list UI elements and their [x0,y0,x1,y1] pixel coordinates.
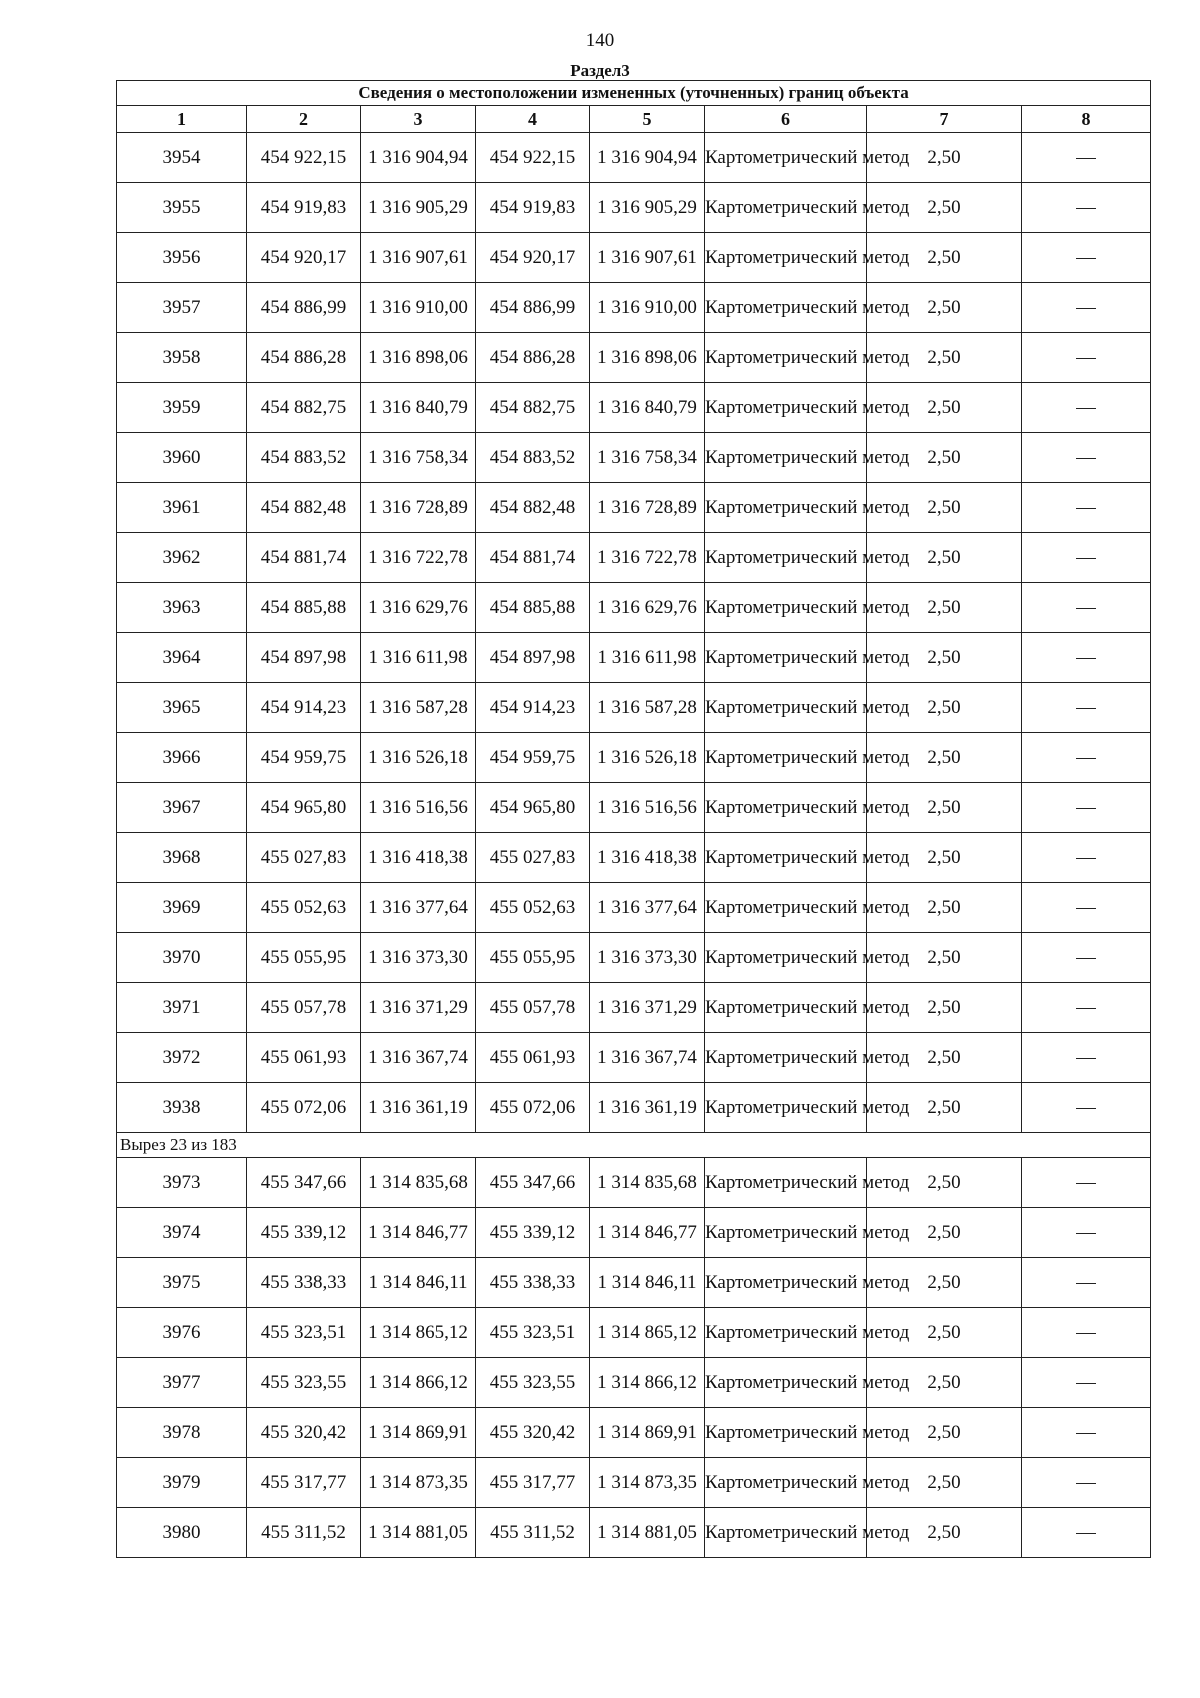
x-coordinate-updated: 454 885,88 [476,583,590,633]
accuracy-value: 2,50 [867,183,1022,233]
y-coordinate-existing: 1 316 728,89 [361,483,476,533]
determination-method: Картометрический метод [705,533,867,583]
point-number: 3978 [117,1408,247,1458]
determination-method: Картометрический метод [705,733,867,783]
y-coordinate-existing: 1 316 758,34 [361,433,476,483]
determination-method: Картометрический метод [705,983,867,1033]
y-coordinate-updated: 1 314 846,77 [590,1208,705,1258]
point-number: 3979 [117,1458,247,1508]
empty-dash-mark [1076,458,1096,459]
y-coordinate-existing: 1 316 516,56 [361,783,476,833]
column-header: 2 [247,106,361,133]
x-coordinate-updated: 454 886,28 [476,333,590,383]
y-coordinate-existing: 1 314 866,12 [361,1358,476,1408]
empty-dash-mark [1076,1433,1096,1434]
determination-method: Картометрический метод [705,233,867,283]
accuracy-value: 2,50 [867,883,1022,933]
accuracy-value: 2,50 [867,783,1022,833]
table-row [117,1258,1151,1308]
table-row [117,583,1151,633]
accuracy-value: 2,50 [867,633,1022,683]
determination-method: Картометрический метод [705,483,867,533]
accuracy-value: 2,50 [867,133,1022,183]
note-cell [1022,1083,1151,1133]
empty-dash-mark [1076,1283,1096,1284]
note-cell [1022,433,1151,483]
accuracy-value: 2,50 [867,1408,1022,1458]
point-number: 3971 [117,983,247,1033]
y-coordinate-updated: 1 316 905,29 [590,183,705,233]
y-coordinate-existing: 1 316 367,74 [361,1033,476,1083]
point-number: 3968 [117,833,247,883]
y-coordinate-updated: 1 316 907,61 [590,233,705,283]
x-coordinate-existing: 455 052,63 [247,883,361,933]
x-coordinate-existing: 455 320,42 [247,1408,361,1458]
accuracy-value: 2,50 [867,233,1022,283]
x-coordinate-existing: 455 323,55 [247,1358,361,1408]
point-number: 3970 [117,933,247,983]
empty-dash-mark [1076,758,1096,759]
x-coordinate-existing: 454 897,98 [247,633,361,683]
accuracy-value: 2,50 [867,1208,1022,1258]
determination-method: Картометрический метод [705,1158,867,1208]
table-row [117,1208,1151,1258]
x-coordinate-existing: 455 061,93 [247,1033,361,1083]
accuracy-value: 2,50 [867,333,1022,383]
y-coordinate-existing: 1 314 881,05 [361,1508,476,1558]
accuracy-value: 2,50 [867,833,1022,883]
determination-method: Картометрический метод [705,633,867,683]
y-coordinate-updated: 1 316 904,94 [590,133,705,183]
table-row [117,1308,1151,1358]
y-coordinate-existing: 1 316 371,29 [361,983,476,1033]
column-header: 8 [1022,106,1151,133]
determination-method: Картометрический метод [705,433,867,483]
empty-dash-mark [1076,1108,1096,1109]
column-header: 4 [476,106,590,133]
x-coordinate-updated: 455 320,42 [476,1408,590,1458]
determination-method: Картометрический метод [705,1033,867,1083]
empty-dash-mark [1076,308,1096,309]
page-number: 140 [585,30,615,51]
determination-method: Картометрический метод [705,583,867,633]
x-coordinate-existing: 454 882,75 [247,383,361,433]
point-number: 3958 [117,333,247,383]
x-coordinate-existing: 454 886,28 [247,333,361,383]
empty-dash-mark [1076,1533,1096,1534]
x-coordinate-updated: 455 311,52 [476,1508,590,1558]
x-coordinate-updated: 454 882,48 [476,483,590,533]
note-cell [1022,983,1151,1033]
x-coordinate-existing: 454 881,74 [247,533,361,583]
point-number: 3959 [117,383,247,433]
x-coordinate-updated: 454 965,80 [476,783,590,833]
x-coordinate-existing: 455 311,52 [247,1508,361,1558]
y-coordinate-updated: 1 314 846,11 [590,1258,705,1308]
x-coordinate-updated: 454 883,52 [476,433,590,483]
section-title: Раздел3 [570,61,630,80]
empty-dash-mark [1076,508,1096,509]
y-coordinate-updated: 1 316 629,76 [590,583,705,633]
y-coordinate-updated: 1 314 869,91 [590,1408,705,1458]
note-cell [1022,1033,1151,1083]
note-cell [1022,1408,1151,1458]
accuracy-value: 2,50 [867,1158,1022,1208]
accuracy-value: 2,50 [867,433,1022,483]
y-coordinate-updated: 1 314 865,12 [590,1308,705,1358]
accuracy-value: 2,50 [867,1033,1022,1083]
x-coordinate-existing: 455 317,77 [247,1458,361,1508]
y-coordinate-updated: 1 316 526,18 [590,733,705,783]
x-coordinate-existing: 454 965,80 [247,783,361,833]
y-coordinate-existing: 1 314 869,91 [361,1408,476,1458]
y-coordinate-updated: 1 316 367,74 [590,1033,705,1083]
empty-dash-mark [1076,808,1096,809]
empty-dash-mark [1076,1183,1096,1184]
x-coordinate-existing: 454 883,52 [247,433,361,483]
empty-dash-mark [1076,208,1096,209]
empty-dash-mark [1076,358,1096,359]
point-number: 3962 [117,533,247,583]
y-coordinate-existing: 1 316 361,19 [361,1083,476,1133]
table-row [117,1458,1151,1508]
table-row [117,283,1151,333]
determination-method: Картометрический метод [705,1208,867,1258]
empty-dash-mark [1076,1008,1096,1009]
y-coordinate-updated: 1 316 728,89 [590,483,705,533]
y-coordinate-updated: 1 316 840,79 [590,383,705,433]
note-cell [1022,233,1151,283]
x-coordinate-existing: 454 920,17 [247,233,361,283]
column-header: 3 [361,106,476,133]
y-coordinate-existing: 1 316 377,64 [361,883,476,933]
x-coordinate-updated: 454 886,99 [476,283,590,333]
point-number: 3960 [117,433,247,483]
determination-method: Картометрический метод [705,1458,867,1508]
x-coordinate-existing: 454 922,15 [247,133,361,183]
note-cell [1022,833,1151,883]
accuracy-value: 2,50 [867,1458,1022,1508]
y-coordinate-existing: 1 314 865,12 [361,1308,476,1358]
y-coordinate-existing: 1 314 846,11 [361,1258,476,1308]
point-number: 3938 [117,1083,247,1133]
table-row [117,233,1151,283]
y-coordinate-existing: 1 316 722,78 [361,533,476,583]
empty-dash-mark [1076,858,1096,859]
point-number: 3955 [117,183,247,233]
y-coordinate-existing: 1 316 611,98 [361,633,476,683]
x-coordinate-existing: 454 885,88 [247,583,361,633]
y-coordinate-existing: 1 316 904,94 [361,133,476,183]
determination-method: Картометрический метод [705,1083,867,1133]
column-header: 7 [867,106,1022,133]
accuracy-value: 2,50 [867,983,1022,1033]
note-cell [1022,183,1151,233]
x-coordinate-existing: 455 339,12 [247,1208,361,1258]
x-coordinate-updated: 454 919,83 [476,183,590,233]
empty-dash-mark [1076,1383,1096,1384]
accuracy-value: 2,50 [867,1508,1022,1558]
point-number: 3954 [117,133,247,183]
accuracy-value: 2,50 [867,1258,1022,1308]
accuracy-value: 2,50 [867,383,1022,433]
point-number: 3963 [117,583,247,633]
table-row [117,133,1151,183]
x-coordinate-updated: 455 057,78 [476,983,590,1033]
y-coordinate-updated: 1 314 881,05 [590,1508,705,1558]
x-coordinate-updated: 455 338,33 [476,1258,590,1308]
y-coordinate-updated: 1 316 377,64 [590,883,705,933]
y-coordinate-existing: 1 316 910,00 [361,283,476,333]
y-coordinate-updated: 1 316 587,28 [590,683,705,733]
y-coordinate-updated: 1 316 516,56 [590,783,705,833]
y-coordinate-updated: 1 316 910,00 [590,283,705,333]
point-number: 3957 [117,283,247,333]
note-cell [1022,583,1151,633]
determination-method: Картометрический метод [705,333,867,383]
accuracy-value: 2,50 [867,933,1022,983]
y-coordinate-existing: 1 316 907,61 [361,233,476,283]
determination-method: Картометрический метод [705,783,867,833]
y-coordinate-updated: 1 314 873,35 [590,1458,705,1508]
section-row [117,1133,1151,1158]
note-cell [1022,483,1151,533]
x-coordinate-updated: 454 920,17 [476,233,590,283]
x-coordinate-updated: 455 339,12 [476,1208,590,1258]
table-row [117,433,1151,483]
empty-dash-mark [1076,158,1096,159]
column-header: 6 [705,106,867,133]
determination-method: Картометрический метод [705,1258,867,1308]
table-row [117,183,1151,233]
x-coordinate-updated: 455 323,55 [476,1358,590,1408]
note-cell [1022,683,1151,733]
table-row [117,883,1151,933]
table-row [117,533,1151,583]
accuracy-value: 2,50 [867,533,1022,583]
note-cell [1022,533,1151,583]
y-coordinate-existing: 1 316 898,06 [361,333,476,383]
table-caption-row [117,81,1151,106]
accuracy-value: 2,50 [867,283,1022,333]
accuracy-value: 2,50 [867,483,1022,533]
determination-method: Картометрический метод [705,683,867,733]
y-coordinate-updated: 1 316 722,78 [590,533,705,583]
note-cell [1022,933,1151,983]
x-coordinate-updated: 455 052,63 [476,883,590,933]
x-coordinate-existing: 454 959,75 [247,733,361,783]
x-coordinate-updated: 455 317,77 [476,1458,590,1508]
accuracy-value: 2,50 [867,1308,1022,1358]
note-cell [1022,783,1151,833]
x-coordinate-existing: 454 919,83 [247,183,361,233]
determination-method: Картометрический метод [705,383,867,433]
note-cell [1022,1258,1151,1308]
determination-method: Картометрический метод [705,183,867,233]
point-number: 3966 [117,733,247,783]
note-cell [1022,333,1151,383]
x-coordinate-updated: 454 914,23 [476,683,590,733]
x-coordinate-existing: 455 027,83 [247,833,361,883]
table-row [117,1358,1151,1408]
y-coordinate-updated: 1 316 371,29 [590,983,705,1033]
note-cell [1022,633,1151,683]
x-coordinate-updated: 454 881,74 [476,533,590,583]
x-coordinate-existing: 455 055,95 [247,933,361,983]
table-row [117,383,1151,433]
x-coordinate-updated: 454 897,98 [476,633,590,683]
x-coordinate-existing: 455 072,06 [247,1083,361,1133]
empty-dash-mark [1076,1058,1096,1059]
note-cell [1022,1508,1151,1558]
x-coordinate-existing: 455 347,66 [247,1158,361,1208]
table-row [117,333,1151,383]
empty-dash-mark [1076,558,1096,559]
x-coordinate-updated: 455 323,51 [476,1308,590,1358]
note-cell [1022,1458,1151,1508]
point-number: 3969 [117,883,247,933]
empty-dash-mark [1076,658,1096,659]
empty-dash-mark [1076,258,1096,259]
note-cell [1022,283,1151,333]
point-number: 3964 [117,633,247,683]
x-coordinate-updated: 454 922,15 [476,133,590,183]
column-header-row [117,106,1151,133]
determination-method: Картометрический метод [705,933,867,983]
table-row [117,1033,1151,1083]
table-row [117,733,1151,783]
point-number: 3976 [117,1308,247,1358]
x-coordinate-updated: 455 055,95 [476,933,590,983]
point-number: 3961 [117,483,247,533]
note-cell [1022,1158,1151,1208]
table-row [117,1408,1151,1458]
point-number: 3980 [117,1508,247,1558]
point-number: 3956 [117,233,247,283]
point-number: 3973 [117,1158,247,1208]
y-coordinate-updated: 1 316 898,06 [590,333,705,383]
determination-method: Картометрический метод [705,133,867,183]
table-row [117,683,1151,733]
y-coordinate-existing: 1 316 629,76 [361,583,476,633]
determination-method: Картометрический метод [705,833,867,883]
y-coordinate-updated: 1 316 361,19 [590,1083,705,1133]
note-cell [1022,733,1151,783]
point-number: 3965 [117,683,247,733]
y-coordinate-existing: 1 314 846,77 [361,1208,476,1258]
y-coordinate-existing: 1 314 835,68 [361,1158,476,1208]
table-body [117,133,1151,1558]
note-cell [1022,133,1151,183]
table-row [117,1508,1151,1558]
empty-dash-mark [1076,1333,1096,1334]
y-coordinate-existing: 1 316 840,79 [361,383,476,433]
point-number: 3975 [117,1258,247,1308]
y-coordinate-existing: 1 316 587,28 [361,683,476,733]
x-coordinate-updated: 455 347,66 [476,1158,590,1208]
empty-dash-mark [1076,908,1096,909]
note-cell [1022,1208,1151,1258]
point-number: 3967 [117,783,247,833]
determination-method: Картометрический метод [705,1358,867,1408]
empty-dash-mark [1076,408,1096,409]
table-row [117,983,1151,1033]
note-cell [1022,1308,1151,1358]
x-coordinate-existing: 454 914,23 [247,683,361,733]
y-coordinate-updated: 1 316 611,98 [590,633,705,683]
determination-method: Картометрический метод [705,283,867,333]
accuracy-value: 2,50 [867,1358,1022,1408]
y-coordinate-updated: 1 314 866,12 [590,1358,705,1408]
y-coordinate-updated: 1 314 835,68 [590,1158,705,1208]
empty-dash-mark [1076,1233,1096,1234]
x-coordinate-updated: 455 072,06 [476,1083,590,1133]
accuracy-value: 2,50 [867,583,1022,633]
x-coordinate-existing: 454 886,99 [247,283,361,333]
y-coordinate-existing: 1 316 373,30 [361,933,476,983]
accuracy-value: 2,50 [867,1083,1022,1133]
column-header: 1 [117,106,247,133]
determination-method: Картометрический метод [705,1508,867,1558]
x-coordinate-updated: 454 959,75 [476,733,590,783]
accuracy-value: 2,50 [867,733,1022,783]
accuracy-value: 2,50 [867,683,1022,733]
empty-dash-mark [1076,608,1096,609]
y-coordinate-existing: 1 316 905,29 [361,183,476,233]
section-label: Вырез 23 из 183 [117,1133,1151,1158]
y-coordinate-updated: 1 316 418,38 [590,833,705,883]
determination-method: Картометрический метод [705,1408,867,1458]
note-cell [1022,883,1151,933]
determination-method: Картометрический метод [705,1308,867,1358]
table-row [117,833,1151,883]
coordinates-table [116,80,1151,1558]
table-caption: Сведения о местоположении измененных (уточненных) границ объекта [117,81,1151,106]
y-coordinate-updated: 1 316 758,34 [590,433,705,483]
table-row [117,483,1151,533]
table-row [117,783,1151,833]
point-number: 3972 [117,1033,247,1083]
note-cell [1022,383,1151,433]
table-row [117,1083,1151,1133]
table-row [117,633,1151,683]
empty-dash-mark [1076,958,1096,959]
x-coordinate-existing: 454 882,48 [247,483,361,533]
point-number: 3977 [117,1358,247,1408]
x-coordinate-existing: 455 057,78 [247,983,361,1033]
x-coordinate-existing: 455 338,33 [247,1258,361,1308]
x-coordinate-updated: 455 027,83 [476,833,590,883]
x-coordinate-existing: 455 323,51 [247,1308,361,1358]
x-coordinate-updated: 454 882,75 [476,383,590,433]
y-coordinate-existing: 1 316 526,18 [361,733,476,783]
empty-dash-mark [1076,708,1096,709]
y-coordinate-existing: 1 314 873,35 [361,1458,476,1508]
note-cell [1022,1358,1151,1408]
column-header: 5 [590,106,705,133]
y-coordinate-existing: 1 316 418,38 [361,833,476,883]
table-row [117,1158,1151,1208]
empty-dash-mark [1076,1483,1096,1484]
x-coordinate-updated: 455 061,93 [476,1033,590,1083]
point-number: 3974 [117,1208,247,1258]
table-row [117,933,1151,983]
y-coordinate-updated: 1 316 373,30 [590,933,705,983]
determination-method: Картометрический метод [705,883,867,933]
